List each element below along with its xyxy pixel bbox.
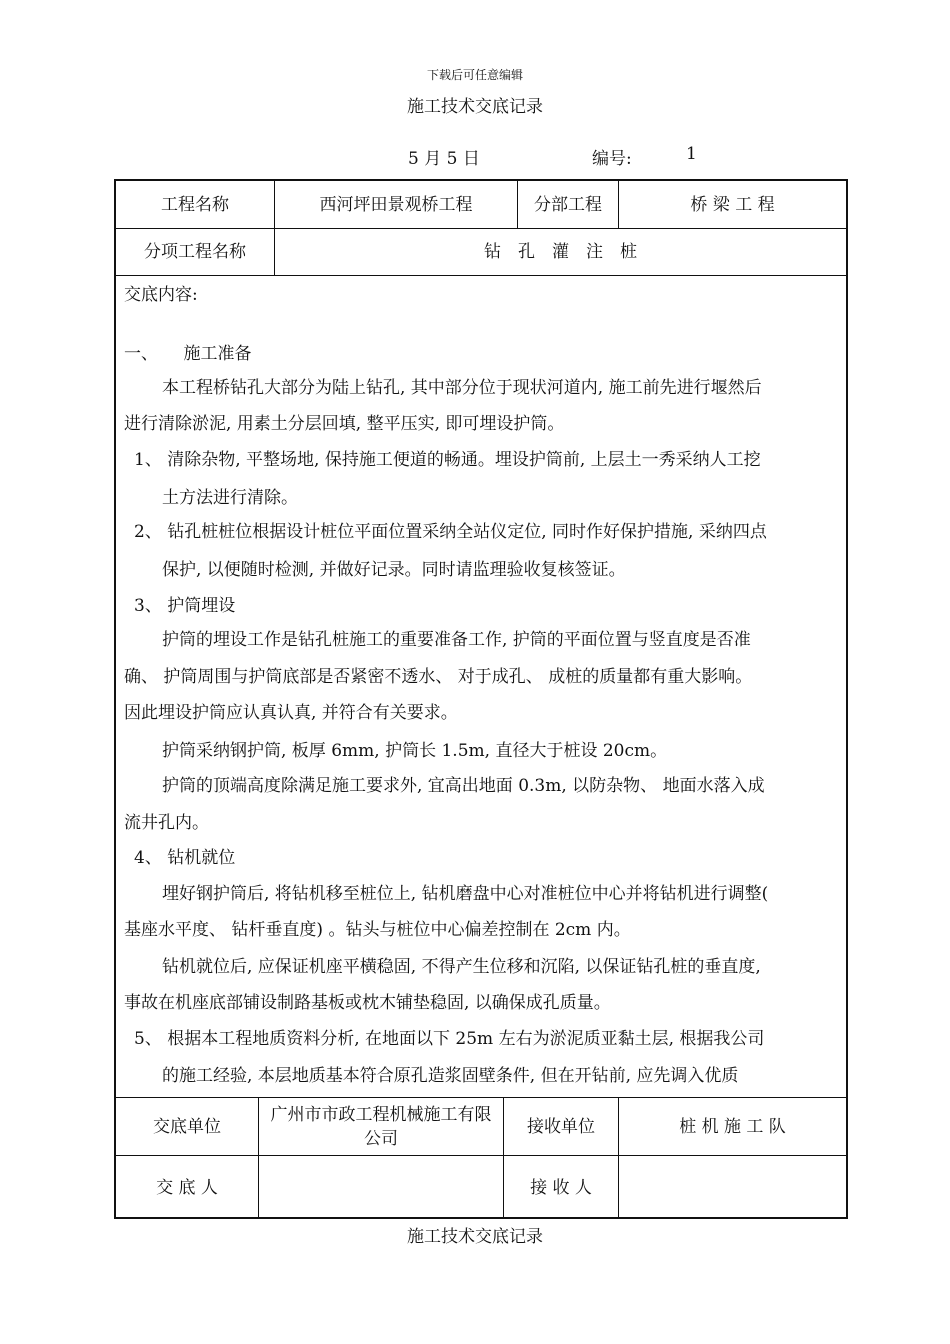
content-line: 的施工经验, 本层地质基本符合原孔造浆固壁条件, 但在开钻前, 应先调入优质	[162, 1066, 739, 1086]
content-line: 4、 钻机就位	[134, 848, 236, 868]
issuer-unit-value: 广州市市政工程机械施工有限公司	[270, 1104, 492, 1149]
content-line: 一、 施工准备	[124, 344, 252, 364]
content-line: 护筒采纳钢护筒, 板厚 6mm, 护筒长 1.5m, 直径大于桩设 20cm。	[162, 741, 668, 761]
receiver-unit-value: 桩 机 施 工 队	[679, 1116, 786, 1137]
content-line: 因此埋设护筒应认真认真, 并符合有关要求。	[124, 703, 458, 723]
subitem-label: 分项工程名称	[144, 242, 246, 262]
row-divider	[116, 275, 846, 276]
content-line: 土方法进行清除。	[162, 488, 298, 508]
receiver-person-value[interactable]	[619, 1156, 846, 1219]
content-line: 本工程桥钻孔大部分为陆上钻孔, 其中部分位于现状河道内, 施工前先进行堰然后	[162, 378, 762, 398]
subitem-value: 钻 孔 灌 注 桩	[484, 242, 637, 262]
header-note: 下载后可任意编辑	[426, 68, 523, 82]
record-table	[114, 179, 848, 1219]
next-page-title: 施工技术交底记录	[407, 1227, 543, 1247]
project-name-label: 工程名称	[161, 194, 229, 215]
content-line: 保护, 以便随时检测, 并做好记录。同时请监理验收复核签证。	[162, 560, 626, 580]
division-label: 分部工程	[534, 194, 602, 215]
content-line: 进行清除淤泥, 用素土分层回填, 整平压实, 即可埋设护筒。	[124, 414, 565, 434]
issuer-unit-label: 交底单位	[153, 1116, 221, 1137]
issuer-person-label: 交 底 人	[156, 1177, 218, 1198]
content-line: 护筒的埋设工作是钻孔桩施工的重要准备工作, 护筒的平面位置与竖直度是否准	[162, 630, 751, 650]
document-title: 施工技术交底记录	[407, 97, 543, 117]
content-line: 事故在机座底部铺设制路基板或枕木铺垫稳固, 以确保成孔质量。	[124, 993, 611, 1013]
content-line: 埋好钢护筒后, 将钻机移至桩位上, 钻机磨盘中心对准桩位中心并将钻机进行调整(	[162, 884, 769, 904]
record-number-label: 编号:	[592, 149, 632, 169]
content-line: 确、 护筒周围与护筒底部是否紧密不透水、 对于成孔、 成桩的质量都有重大影响。	[124, 667, 753, 687]
record-number-value: 1	[686, 144, 697, 164]
issuer-person-value[interactable]	[259, 1156, 503, 1219]
content-line: 3、 护筒埋设	[134, 596, 236, 616]
content-line: 护筒的顶端高度除满足施工要求外, 宜高出地面 0.3m, 以防杂物、 地面水落入成	[162, 776, 765, 796]
division-value: 桥 梁 工 程	[690, 194, 775, 215]
content-line: 1、 清除杂物, 平整场地, 保持施工便道的畅通。埋设护筒前, 上层土一秀采纳人工挖	[134, 450, 761, 470]
record-date: 5 月 5 日	[408, 149, 480, 169]
content-line: 钻机就位后, 应保证机座平横稳固, 不得产生位移和沉陷, 以保证钻孔桩的垂直度,	[162, 957, 761, 977]
receiver-person-label: 接 收 人	[530, 1177, 592, 1198]
receiver-unit-label: 接收单位	[527, 1116, 595, 1137]
content-line: 基座水平度、 钻杆垂直度) 。钻头与桩位中心偏差控制在 2cm 内。	[124, 920, 631, 940]
content-line: 5、 根据本工程地质资料分析, 在地面以下 25m 左右为淤泥质亚黏土层, 根据我公司	[134, 1029, 765, 1049]
content-line: 流井孔内。	[124, 813, 209, 833]
content-label: 交底内容:	[124, 285, 198, 305]
content-line: 2、 钻孔桩桩位根据设计桩位平面位置采纳全站仪定位, 同时作好保护措施, 采纳四点	[134, 522, 767, 542]
project-name-value: 西河坪田景观桥工程	[319, 194, 473, 215]
